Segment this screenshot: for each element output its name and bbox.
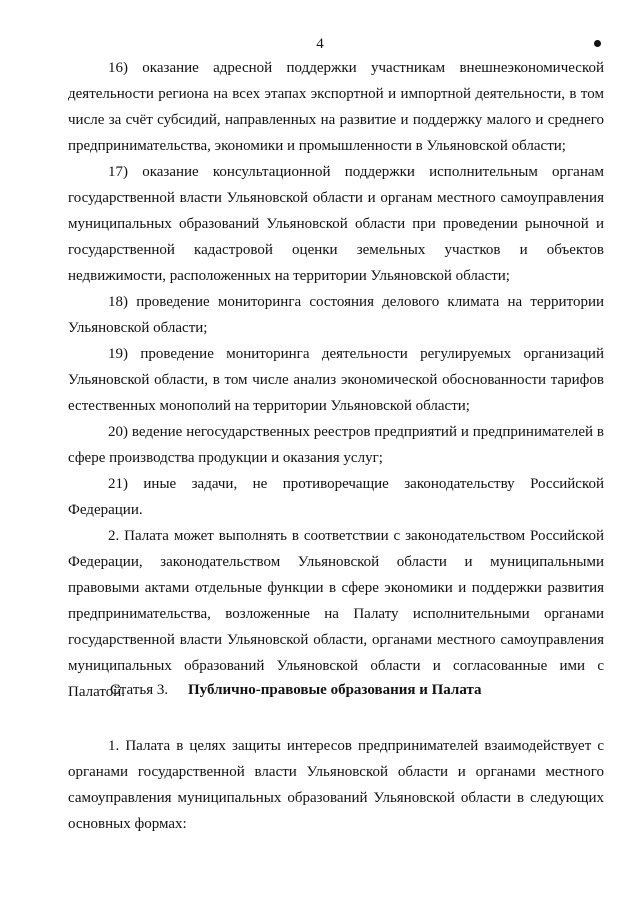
paragraph-item-20: 20) ведение негосударственных реестров предприятий и предпринимателей в сфере производства продукции и оказания услуг; [68, 424, 604, 466]
article-heading [110, 677, 482, 703]
paragraph-item-16: 16) оказание адресной поддержки участникам внешнеэкономической деятельности региона на всех этапах экспортной и импортной деятельности, в том числе за счёт субсидий, направленных на развитие и поддержку малого и среднего предпринимательства, экономики и промышленности в Ульяновской области; [68, 60, 604, 154]
page-number: 4 [316, 36, 324, 52]
article-number: Статья 3. [110, 682, 169, 698]
article-body [68, 733, 604, 837]
article-title: Публично-правовые образования и Палата [188, 682, 482, 698]
article-paragraph-1: 1. Палата в целях защиты интересов предпринимателей взаимодействует с органами государственной власти Ульяновской области и органами местного самоуправления муниципальных образований Ульяновской области в следующих основных формах: [68, 738, 604, 832]
paragraph-item-19: 19) проведение мониторинга деятельности регулируемых организаций Ульяновской области, в том числе анализ экономической обоснованности тарифов естественных монополий на территории Ульяновской области; [68, 346, 604, 414]
document-body [68, 55, 604, 705]
paragraph-item-17: 17) оказание консультационной поддержки исполнительным органам государственной власти Ульяновской области и органам местного самоуправления муниципальных образований Ульяновской области при проведении рыночной и государственной кадастровой оценки земельных участков и объектов недвижимости, расположенных на территории Ульяновской области; [68, 164, 604, 284]
paragraph-point-2: 2. Палата может выполнять в соответствии с законодательством Российской Федерации, законодательством Ульяновской области и муниципальными правовыми актами отдельные функции в сфере экономики и поддержки развития предпринимательства, возложенные на Палату исполнительными органами государственной власти Ульяновской области, органами местного самоуправления муниципальных образований Ульяновской области и согласованные ими с Палатой. [68, 528, 604, 700]
bullet-mark [594, 40, 601, 47]
paragraph-item-21: 21) иные задачи, не противоречащие законодательству Российской Федерации. [68, 476, 604, 518]
paragraph-item-18: 18) проведение мониторинга состояния делового климата на территории Ульяновской области; [68, 294, 604, 336]
